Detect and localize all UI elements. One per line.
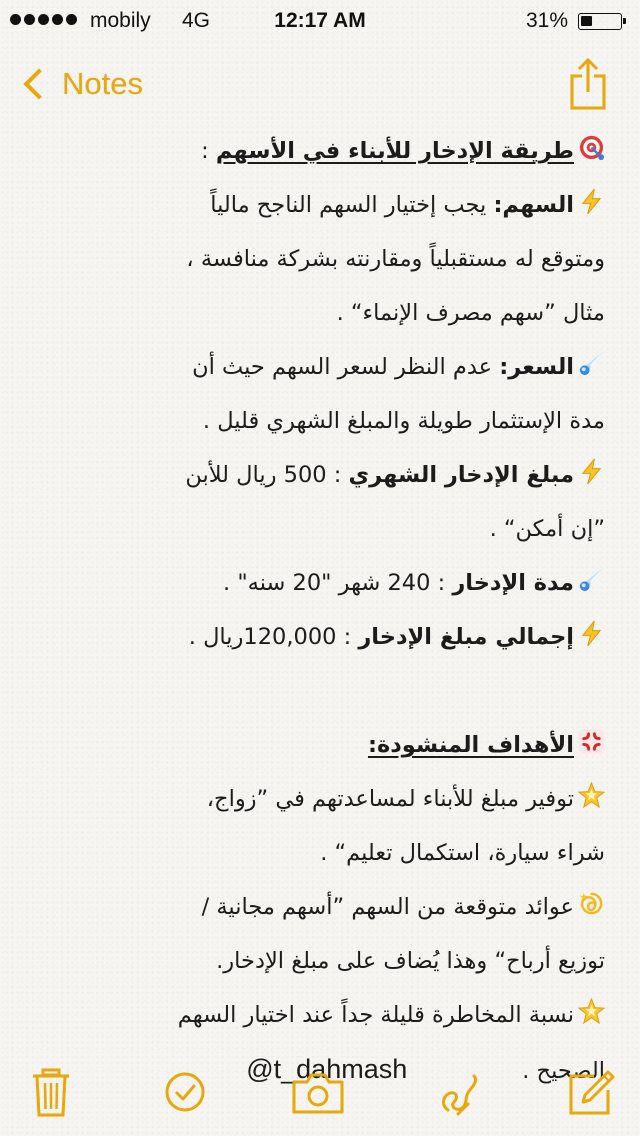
trash-icon (26, 1068, 76, 1118)
sketch-button[interactable] (434, 1068, 484, 1118)
compose-icon (566, 1068, 616, 1118)
delete-button[interactable] (26, 1068, 76, 1118)
sketch-icon (434, 1068, 484, 1118)
stock-line-3: مثال ”سهم مصرف الإنماء“ . (336, 300, 605, 326)
anger-symbol-icon (578, 728, 605, 755)
dart-icon (578, 134, 605, 161)
goal-1-line-1 (20, 772, 605, 826)
goal-1-text: توفير مبلغ للأبناء لمساعدتهم في ”زواج، (206, 786, 574, 812)
monthly-line-1 (20, 448, 605, 502)
checklist-icon (160, 1068, 210, 1118)
high-voltage-icon (578, 620, 605, 647)
goal-1-line-2: شراء سيارة، استكمال تعليم“ . (320, 840, 605, 866)
goals-title: الأهداف المنشودة: (367, 732, 574, 758)
stock-line-1 (20, 178, 605, 232)
chevron-left-icon (23, 68, 54, 99)
price-line-2: مدة الإستثمار طويلة والمبلغ الشهري قليل . (202, 408, 605, 434)
note-title: طريقة الإدخار للأبناء في الأسهم (215, 138, 574, 164)
duration-line (20, 556, 605, 610)
monthly-label: مبلغ الإدخار الشهري (348, 462, 574, 488)
compose-button[interactable] (566, 1068, 616, 1118)
navigation-bar (0, 56, 640, 116)
bottom-toolbar (0, 1050, 640, 1136)
back-button[interactable] (20, 60, 143, 108)
note-title-line (20, 124, 605, 178)
total-line (20, 610, 605, 664)
duration-text: : 240 شهر "20 سنه" . (223, 570, 453, 596)
blank-line (20, 664, 605, 718)
glowing-star-icon (578, 998, 605, 1025)
total-text: : 120,000ريال . (188, 624, 359, 650)
carrier-name: mobily (90, 9, 151, 32)
price-label: السعر: (499, 354, 574, 380)
monthly-text: : 500 ريال للأبن (185, 462, 349, 488)
price-line-1 (20, 340, 605, 394)
share-icon (566, 56, 610, 110)
author-handle: @t_dahmash (246, 1054, 408, 1084)
total-label: إجمالي مبلغ الإدخار (358, 624, 574, 650)
goals-title-line (20, 718, 605, 772)
status-bar (0, 0, 640, 40)
goal-3-text-end: الصحيح . (522, 1058, 605, 1084)
comet-icon (578, 566, 605, 593)
camera-button[interactable] (290, 1068, 346, 1118)
battery-percentage: 31% (525, 9, 568, 32)
network-type: 4G (182, 9, 211, 32)
camera-icon (290, 1068, 346, 1118)
back-button-label: Notes (62, 66, 143, 101)
monthly-line-2: ”إن أمكن“ . (489, 516, 605, 542)
dizzy-icon (578, 890, 605, 917)
goal-2-line-2: توزيع أرباح“ وهذا يُضاف على مبلغ الإدخار. (216, 948, 605, 974)
checklist-button[interactable] (160, 1068, 210, 1118)
glowing-star-icon (578, 782, 605, 809)
price-text: عدم النظر لسعر السهم حيث أن (192, 354, 500, 380)
note-title-tail: : (201, 138, 216, 164)
goal-3-text: نسبة المخاطرة قليلة جداً عند اختيار السهم (177, 1002, 574, 1028)
high-voltage-icon (578, 188, 605, 215)
note-body[interactable] (20, 124, 605, 1098)
battery-icon (578, 13, 622, 30)
stock-text: يجب إختيار السهم الناجح مالياً (210, 192, 494, 218)
goal-3-line-1 (20, 988, 605, 1042)
duration-label: مدة الإدخار (452, 570, 574, 596)
stock-line-2: ومتوقع له مستقبلياً ومقارنته بشركة منافسة ، (186, 246, 605, 272)
status-time: 12:17 AM (274, 9, 366, 32)
goal-2-line-1 (20, 880, 605, 934)
comet-icon (578, 350, 605, 377)
stock-label: السهم: (493, 192, 574, 218)
share-button[interactable] (566, 56, 610, 110)
high-voltage-icon (578, 458, 605, 485)
goal-2-text: عوائد متوقعة من السهم ”أسهم مجانية / (201, 894, 574, 920)
